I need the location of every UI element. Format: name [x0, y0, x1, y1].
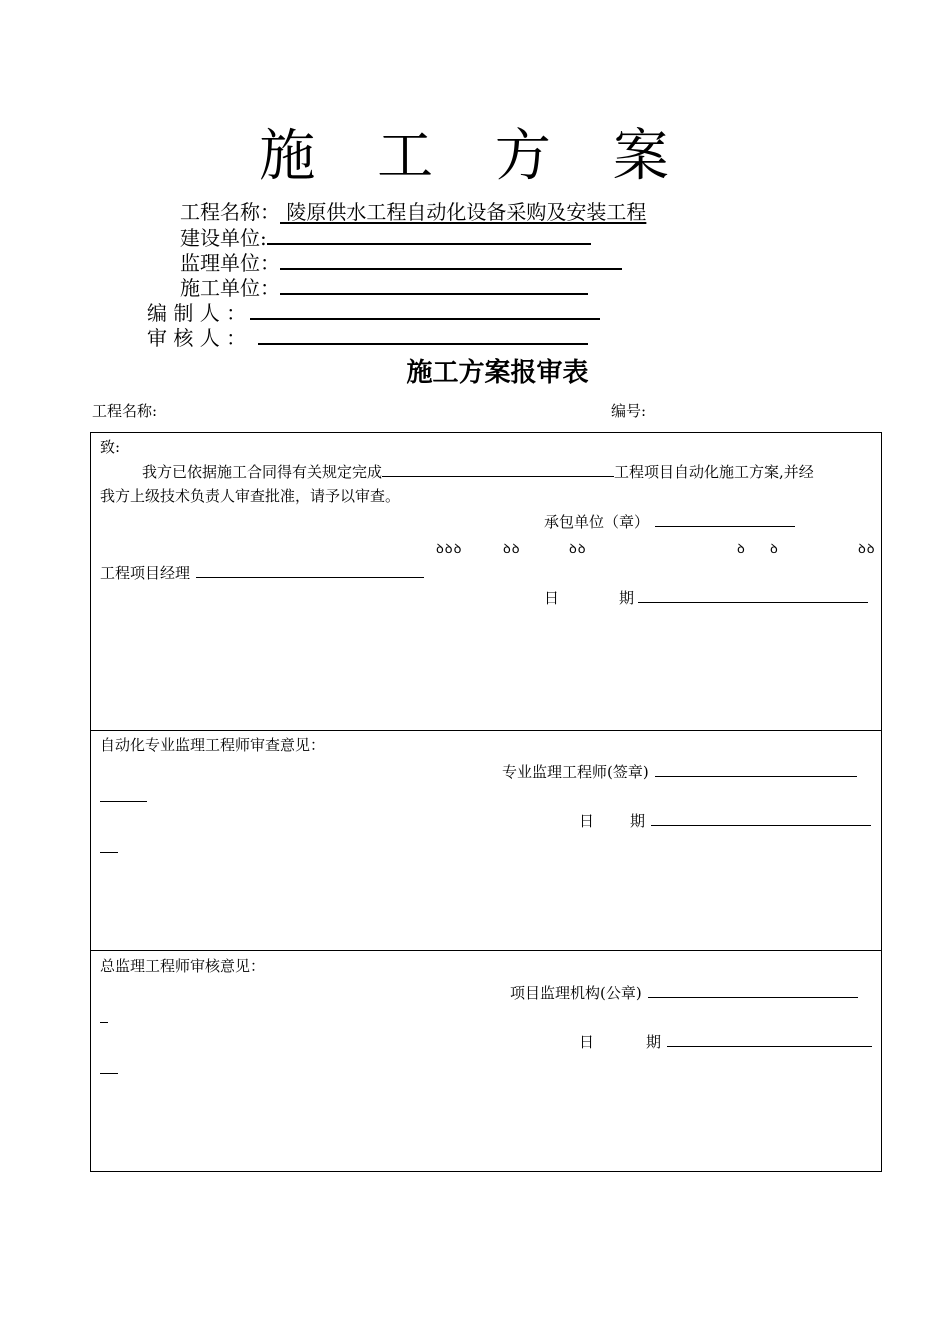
project-blank [382, 461, 614, 477]
mark-3: ꝺꝺ [569, 542, 587, 557]
contractor-seal-blank [655, 511, 795, 527]
engineer-sign-continuation [100, 800, 147, 802]
submission-text-before: 我方已依据施工合同得有关规定完成 [142, 463, 383, 481]
submission-line-2: 我方上级技术负责人审查批准，请予以审查。 [100, 487, 401, 505]
org-seal-label: 项目监理机构(公章) [510, 984, 642, 1002]
review-form-table [90, 432, 882, 1172]
cover-title: 施 工 方 案 [259, 124, 691, 189]
builder-label: 建设单位: [180, 226, 267, 250]
form-number-label: 编号: [611, 402, 647, 420]
reviewer-label: 审 核 人 ： [147, 326, 247, 350]
author-blank [250, 299, 600, 320]
date-label-period: 期 [630, 812, 646, 830]
mark-6: ꝺꝺ [858, 542, 876, 557]
to-label: 致: [100, 438, 121, 456]
date-label-period: 期 [619, 589, 635, 607]
supervisor-row [180, 249, 622, 276]
date-row-2 [579, 810, 871, 831]
date-label-day: 日 [579, 812, 595, 830]
date-label-period: 期 [646, 1033, 662, 1051]
manager-row [100, 562, 424, 583]
org-seal-continuation [100, 1021, 108, 1023]
date-row-3 [579, 1031, 872, 1052]
builder-row [180, 224, 591, 251]
engineer-sign-label: 专业监理工程师(签章) [502, 763, 649, 781]
manager-blank [196, 562, 424, 578]
date-row-1 [544, 587, 868, 608]
contractor-label: 施工单位： [180, 276, 280, 300]
date-label-day: 日 [544, 589, 560, 607]
mark-4: ꝺ [737, 542, 746, 557]
date-blank-2 [651, 810, 871, 826]
org-seal-row [510, 982, 858, 1003]
supervisor-blank [280, 249, 622, 270]
mark-5: ꝺ [770, 542, 779, 557]
engineer-opinion-heading: 自动化专业监理工程师审查意见： [100, 736, 326, 754]
manager-label: 工程项目经理 [100, 564, 191, 582]
builder-blank [267, 224, 591, 245]
project-name-label: 工程名称： [180, 200, 280, 224]
mark-2: ꝺꝺ [503, 542, 521, 557]
author-label: 编 制 人 ： [147, 301, 247, 325]
section-divider-1 [90, 730, 882, 731]
date-continuation-3 [100, 1072, 118, 1074]
date-label-day: 日 [579, 1033, 595, 1051]
engineer-sign-blank [655, 761, 857, 777]
reviewer-row [147, 324, 588, 351]
org-seal-blank [648, 982, 858, 998]
section-divider-2 [90, 950, 882, 951]
chief-opinion-heading: 总监理工程师审核意见： [100, 957, 266, 975]
project-name-value: 陵原供水工程自动化设备采购及安装工程 [280, 200, 647, 224]
author-row [147, 299, 600, 326]
supervisor-label: 监理单位： [180, 251, 280, 275]
submission-line-1 [142, 461, 814, 482]
submission-text-after: 工程项目自动化施工方案,并经 [614, 463, 814, 481]
reviewer-blank [258, 324, 588, 345]
date-blank-1 [638, 587, 868, 603]
date-blank-3 [667, 1031, 872, 1047]
contractor-blank [280, 274, 588, 295]
project-name-row [180, 199, 646, 225]
engineer-sign-row [502, 761, 857, 782]
contractor-row [180, 274, 588, 301]
date-continuation-2 [100, 851, 118, 853]
contractor-seal-label: 承包单位（章） [544, 513, 650, 531]
mark-1: ꝺꝺꝺ [436, 542, 463, 557]
contractor-seal-row [544, 511, 795, 532]
form-project-label: 工程名称: [92, 402, 158, 420]
form-title: 施工方案报审表 [406, 358, 589, 388]
